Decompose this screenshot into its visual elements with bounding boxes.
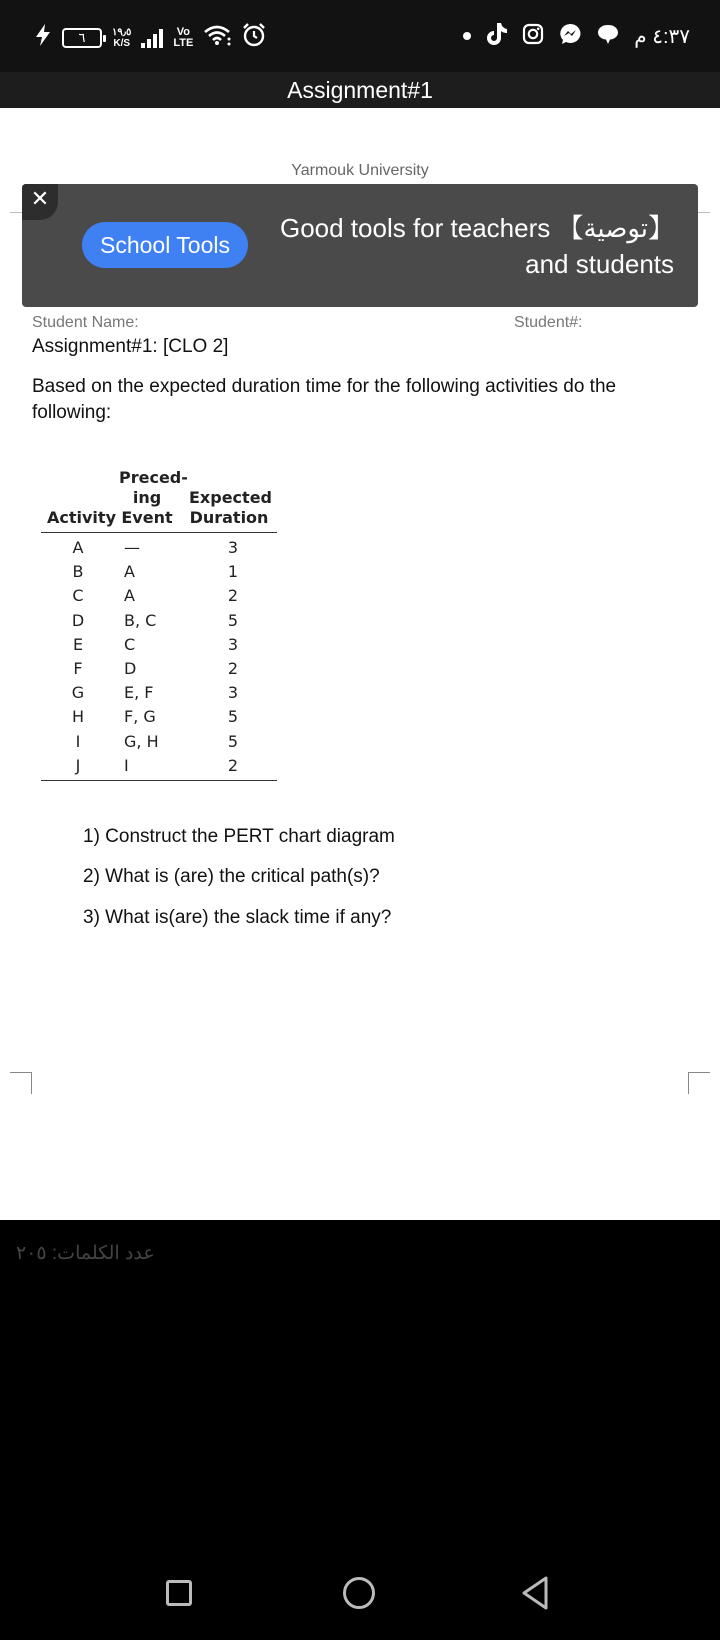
back-icon[interactable]	[520, 1575, 550, 1616]
page-corner-left	[10, 1072, 32, 1094]
row-duration: 1	[227, 562, 239, 582]
row-activity: D	[71, 610, 85, 630]
notification-dot-icon	[462, 28, 472, 46]
document-title-bar	[0, 72, 720, 108]
header-preceding-line2: ing	[132, 488, 162, 507]
header-preceding-line1: Preced-	[119, 468, 188, 487]
volte-bottom: LTE	[173, 36, 194, 49]
tiktok-icon	[486, 22, 508, 51]
row-duration: 5	[227, 610, 239, 630]
header-expected-line1: Expected	[189, 488, 272, 507]
ad-banner[interactable]	[22, 184, 698, 307]
assignment-heading: Assignment#1: [CLO 2]	[32, 336, 229, 357]
row-preceding: C	[124, 634, 136, 654]
row-activity: H	[71, 707, 85, 727]
status-left-icons	[34, 22, 267, 53]
row-duration: 3	[227, 683, 239, 703]
status-bar	[0, 0, 720, 72]
row-duration: 3	[227, 634, 239, 654]
ad-banner-text: Good tools for teachers 【توصية】 and students	[279, 213, 674, 279]
instruction-text: Based on the expected duration time for the following activities do the following:	[32, 376, 617, 423]
row-preceding: G, H	[124, 731, 159, 751]
alarm-icon	[241, 22, 267, 53]
student-number-label: Student#:	[514, 314, 583, 331]
question-1: 1) Construct the PERT chart diagram	[83, 826, 395, 847]
header-expected-line2: Duration	[189, 508, 269, 527]
row-duration: 2	[227, 755, 239, 775]
home-icon[interactable]	[343, 1577, 375, 1609]
student-name-label: Student Name:	[32, 314, 139, 331]
row-activity: F	[73, 659, 83, 678]
document-title: Assignment#1	[287, 77, 433, 103]
status-right-icons	[462, 22, 690, 51]
row-activity: B	[72, 562, 84, 582]
row-preceding: A	[124, 586, 135, 606]
messenger-icon	[558, 22, 582, 51]
row-activity: J	[75, 755, 81, 775]
document-page[interactable]	[0, 108, 720, 1220]
row-preceding: D	[124, 659, 137, 678]
row-activity: I	[75, 731, 81, 751]
row-activity: A	[72, 538, 84, 557]
row-activity: E	[72, 634, 84, 654]
word-count: عدد الكلمات: ٢٠٥	[16, 1243, 155, 1264]
table-rule-bottom	[41, 780, 277, 781]
clock: ٤:٣٧ م	[634, 26, 690, 48]
network-speed	[112, 27, 131, 49]
signal-icon	[141, 28, 163, 48]
question-3: 3) What is(are) the slack time if any?	[83, 907, 392, 928]
row-duration: 2	[227, 586, 239, 606]
battery-icon	[62, 28, 102, 48]
row-duration: 5	[227, 707, 239, 727]
question-2: 2) What is (are) the critical path(s)?	[83, 866, 380, 887]
page-corner-right	[688, 1072, 710, 1094]
navigation-bar	[0, 1555, 720, 1630]
table-header-activity: Activity	[47, 508, 116, 527]
row-preceding: B, C	[124, 610, 157, 630]
instagram-icon	[522, 23, 544, 50]
row-duration: 5	[227, 731, 239, 751]
close-icon[interactable]: ✕	[22, 184, 58, 220]
recent-apps-icon[interactable]	[166, 1580, 192, 1606]
row-activity: C	[72, 586, 84, 606]
battery-level: ٦	[78, 29, 86, 45]
table-rule-top	[41, 532, 277, 533]
table-header-expected	[189, 488, 272, 528]
university-header: Yarmouk University	[291, 162, 429, 179]
volte-top: Vo	[176, 25, 190, 38]
volte-icon	[173, 27, 193, 49]
row-activity: G	[71, 683, 85, 703]
row-preceding: —	[124, 538, 140, 557]
school-tools-button[interactable]: School Tools	[82, 222, 248, 268]
row-preceding: F, G	[124, 707, 156, 727]
network-speed-value: ١٩٫٥	[112, 26, 132, 38]
row-preceding: I	[124, 755, 129, 775]
header-preceding-line3: Event	[121, 508, 173, 527]
chat-bubble-icon	[596, 23, 620, 50]
row-duration: 2	[227, 659, 239, 678]
charging-icon	[34, 23, 52, 52]
wifi-icon	[203, 24, 231, 51]
table-header-preceding	[119, 468, 188, 528]
row-preceding: A	[124, 562, 135, 582]
network-speed-unit: K/S	[113, 37, 131, 49]
row-duration: 3	[227, 538, 239, 557]
row-preceding: E, F	[124, 683, 154, 703]
